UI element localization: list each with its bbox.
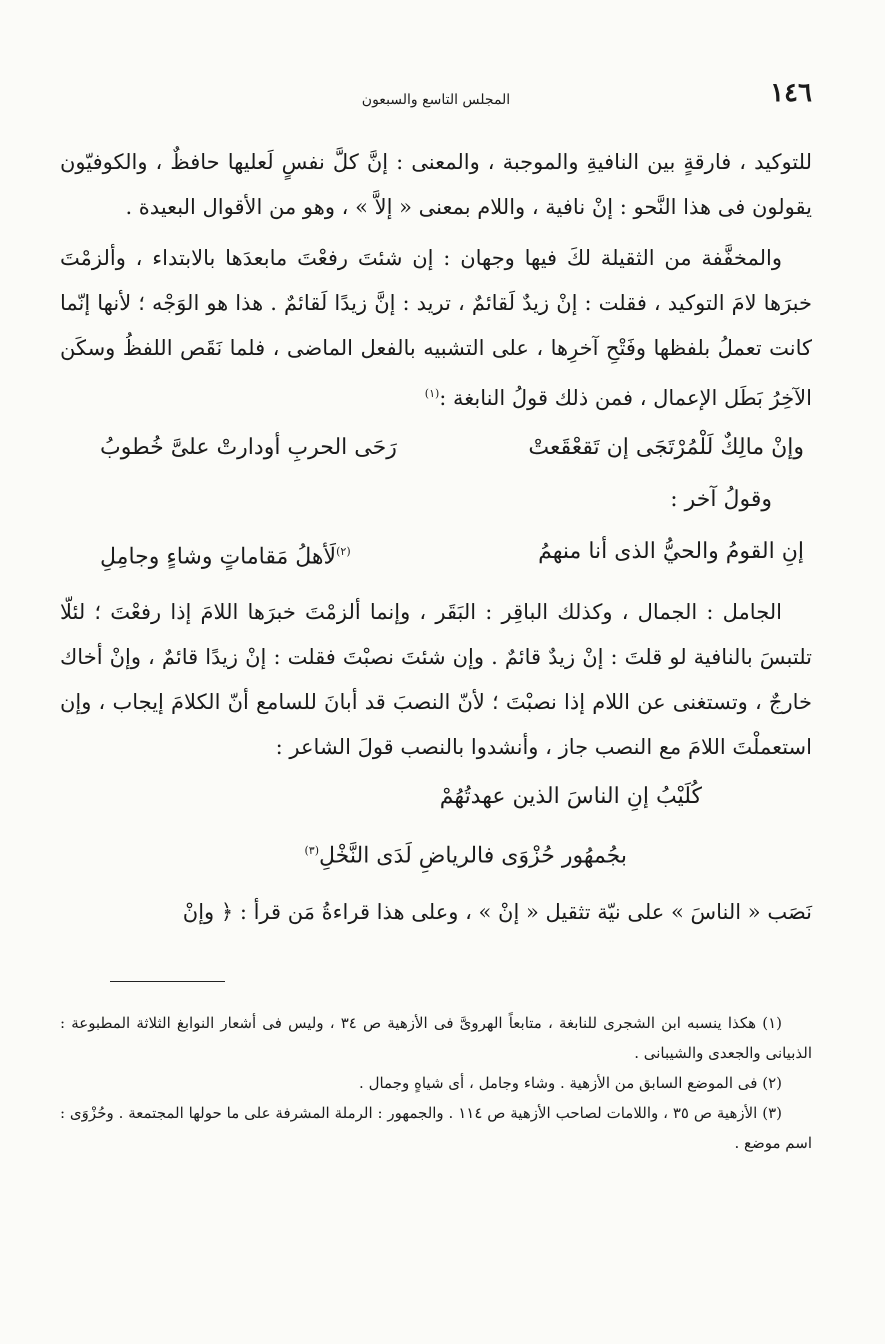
footnote-1: (١) هكذا ينسبه ابن الشجرى للنابغة ، متابعاً الهروىَّ فى الأزهية ص ٣٤ ، وليس فى أشعار النوابغ الثلاثة المطبوعة : الذبيانى والجعدى والشيبانى . — [60, 1013, 812, 1062]
verse-2-second-text: لَأهلُ مَقاماتٍ وشاءٍ وجامِلِ — [100, 544, 337, 570]
poem-verse-3-line-1: كُلَيْبُ إنِ الناسَ الذين عهدتُهُمْ — [439, 784, 702, 810]
footnote-ref-2: (٢) — [336, 545, 351, 558]
running-title: المجلس التاسع والسبعون — [361, 92, 511, 108]
verse-1-second-hemistich: رَحَى الحربِ أودارتْ علىَّ خُطوبُ — [100, 435, 397, 460]
footnote-3: (٣) الأزهية ص ٣٥ ، واللامات لصاحب الأزهية ص ١١٤ . والجمهور : الرملة المشرفة على ما حولها المجتمعة . وحُزْوَى : اسم موضع . — [60, 1103, 812, 1152]
verse-2-second-hemistich — [100, 525, 351, 584]
paragraph-2-text: والمخفَّفة من الثقيلة لكَ فيها وجهان : إن شئتَ رفعْتَ مابعدَها بالابتداء ، وألزمْتَ خبرَها لامَ التوكيد ، فقلت : إنْ زيدٌ لَقائمٌ ، تريد : إنَّ زيدًا لَقائمٌ . هذا هو الوَجْه ؛ لأنها إنّما كانت تعملُ بلفظها وفَتْحِ آخرِها ، على التشبيه بالفعل الماضى ، فلما نَقَص اللفظُ وسكَن الآخِرُ بَطَل الإعمال ، فمن ذلك قولُ النابغة : — [60, 246, 812, 410]
paragraph-1: للتوكيد ، فارقةٍ بين النافيةِ والموجبة ، والمعنى : إنَّ كلَّ نفسٍ لَعليها حافظٌ ، والكوفيّون يقولون فى هذا النَّحو : إنْ نافية ، واللام بمعنى « إلاَّ » ، وهو من الأقوال البعيدة . — [60, 150, 812, 219]
page-header — [60, 78, 812, 118]
page-number: ١٤٦ — [770, 78, 812, 108]
main-text — [60, 140, 812, 935]
verse-2-first-hemistich: إنِ القومُ والحيُّ الذى أنا منهمُ — [538, 539, 804, 564]
footnote-ref-3: (٣) — [304, 844, 319, 858]
footnote-ref-1: (١) — [424, 387, 440, 400]
verse-3-line-2-text: بجُمهُور حُزْوَى فالرياضِ لَدَى النَّخْلِ — [319, 843, 627, 869]
another-poet-intro: وقولُ آخر : — [670, 487, 772, 512]
paragraph-2 — [60, 236, 812, 421]
footnotes — [60, 1008, 812, 1158]
paragraph-4: نَصَب « الناسَ » على نيّة تثقيل « إنْ » ، وعلى هذا قراءةُ مَن قرأ : ﴿ وإنْ — [182, 899, 812, 924]
poem-verse-2 — [60, 525, 812, 584]
poem-verse-1 — [60, 421, 812, 475]
footnote-2: (٢) فى الموضع السابق من الأزهية . وشاء وجامل ، أى شياهٍ وجمال . — [359, 1073, 782, 1092]
book-page — [60, 78, 812, 1158]
footnote-separator — [110, 981, 225, 982]
verse-1-first-hemistich: وإنْ مالِكٌ لَلْمُرْتَجَى إن تَقعْقَعتْ — [528, 435, 804, 460]
paragraph-3: الجامل : الجمال ، وكذلك الباقِر : البَقَر ، وإنما ألزمْتَ خبرَها اللامَ إذا رفعْتَ ؛ لئلّا تلتبسَ بالنافية لو قلتَ : إنْ زيدٌ قائمٌ . وإن شئتَ نصبْتَ فقلت : إنْ زيدًا قائمٌ ، وإنْ أخاك خارجٌ ، وتستغنى عن اللام إذا نصبْتَ ؛ لأنّ النصبَ قد أبانَ للسامع أنّ الكلامَ إيجاب ، وإن استعملْتَ اللامَ مع النصب جاز ، وأنشدوا بالنصب قولَ الشاعر : — [60, 600, 812, 760]
poem-verse-3-line-2 — [60, 824, 812, 883]
